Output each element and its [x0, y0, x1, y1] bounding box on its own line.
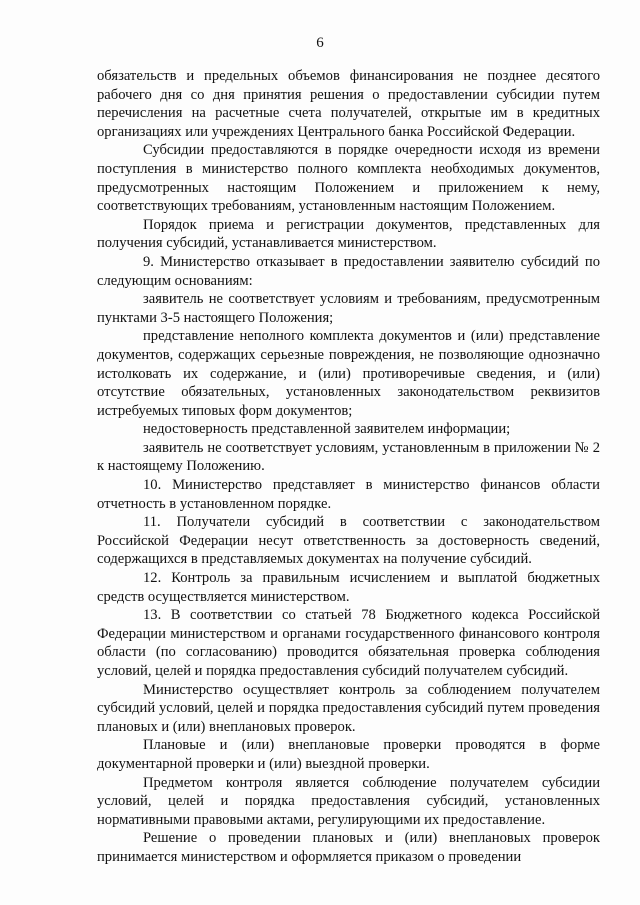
paragraph: 10. Министерство представляет в министерство финансов области отчетность в установленном порядке. [97, 477, 600, 512]
paragraph: Предметом контроля является соблюдение получателем субсидии условий, целей и порядка предоставления субсидий, установленных нормативными правовыми актами, регулирующими их предоставление. [97, 774, 600, 828]
paragraph: заявитель не соответствует условиям, установленным в приложении № 2 к настоящему Положению. [97, 439, 600, 475]
paragraph: Министерство осуществляет контроль за соблюдением получателем субсидий условий, целей и порядка предоставления субсидий путем проведения плановых и (или) внеплановых проверок. [97, 681, 600, 735]
paragraph: заявитель не соответствует условиям и требованиям, предусмотренным пунктами 3-5 настоящего Положения; [97, 291, 600, 326]
document-body [97, 67, 600, 867]
paragraph: недостоверность представленной заявителем информации; [143, 421, 511, 438]
paragraph: 13. В соответствии со статьей 78 Бюджетного кодекса Российской Федерации министерством и органами государственного финансового контроля области (по согласованию) проводится обязательная проверка соблюдения условий, целей и порядка предоставления субсидий получателем субсидий. [97, 607, 600, 679]
paragraph: Субсидии предоставляются в порядке очередности исходя из времени поступления в министерство полного комплекта необходимых документов, предусмотренных настоящим Положением и приложением к нему, соответствующих требованиям, установленным настоящим Положением. [97, 142, 600, 215]
paragraph: Порядок приема и регистрации документов, представленных для получения субсидий, устанавливается министерством. [97, 216, 600, 252]
page-number: 6 [316, 35, 324, 51]
paragraph: Плановые и (или) внеплановые проверки проводятся в форме документарной проверки и (или) выездной проверки. [97, 737, 600, 772]
paragraph: Решение о проведении плановых и (или) внеплановых проверок принимается министерством и оформляется приказом о проведении [97, 830, 600, 865]
paragraph: 12. Контроль за правильным исчислением и выплатой бюджетных средств осуществляется министерством. [97, 570, 600, 605]
paragraph: 9. Министерство отказывает в предоставлении заявителю субсидий по следующим основаниям: [97, 253, 600, 289]
paragraph: 11. Получатели субсидий в соответствии с законодательством Российской Федерации несут ответственность за достоверность сведений, содержащихся в представляемых документах на получение субсидий. [97, 514, 600, 568]
paragraph: представление неполного комплекта документов и (или) представление документов, содержащих серьезные повреждения, не позволяющие однозначно истолковать их содержание, и (или) противоречивые сведения, и (или) отсутствие обязательных, установленных законодательством реквизитов истребуемых типовых форм документов; [97, 328, 600, 419]
paragraph: обязательств и предельных объемов финансирования не позднее десятого рабочего дня со дня принятия решения о предоставлении субсидии путем перечисления на расчетные счета получателей, открытые им в кредитных организациях или учреждениях Центрального банка Российской Федерации. [97, 68, 600, 140]
